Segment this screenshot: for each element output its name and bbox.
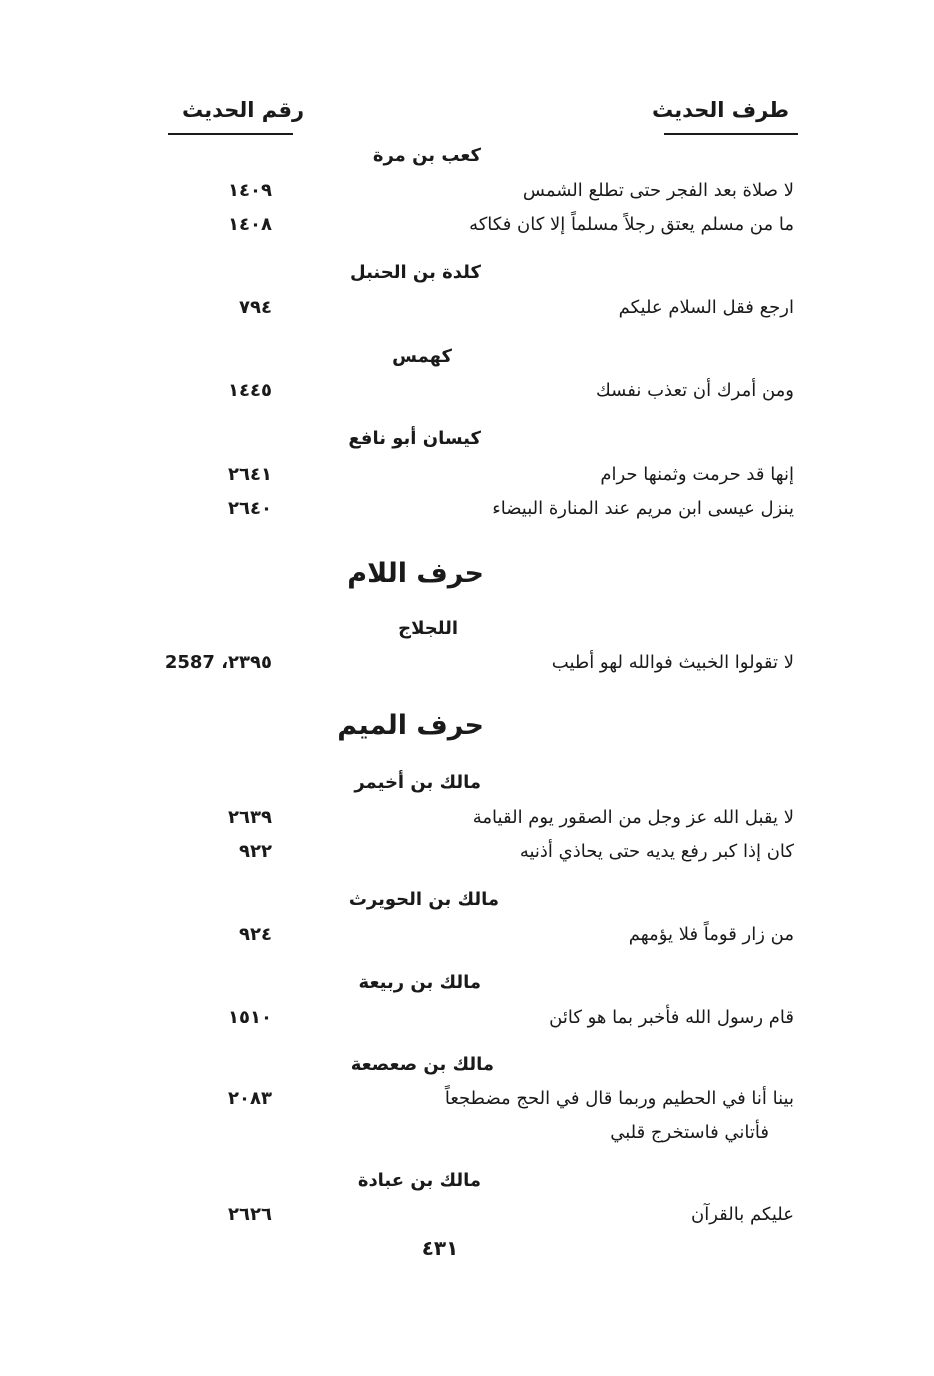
hadith-number: ١٤٠٩ bbox=[228, 180, 272, 201]
hadith-number: ٢٠٨٣ bbox=[228, 1088, 272, 1109]
narrator-heading: مالك بن صعصعة bbox=[350, 1054, 494, 1075]
hadith-text: ومن أمرك أن تعذب نفسك bbox=[596, 380, 794, 401]
hadith-number: ٢٦٣٩ bbox=[228, 807, 272, 828]
hadith-text: لا صلاة بعد الفجر حتى تطلع الشمس bbox=[522, 180, 794, 201]
header-underline-left bbox=[168, 133, 293, 135]
hadith-text-continuation: فأتاني فاستخرج قلبي bbox=[610, 1122, 769, 1143]
hadith-text: لا يقبل الله عز وجل من الصقور يوم القيامة bbox=[472, 807, 794, 828]
hadith-number: ١٤٠٨ bbox=[228, 214, 272, 235]
page-number: ٤٣١ bbox=[421, 1236, 459, 1260]
hadith-number: ٢٣٩٥، 2587 bbox=[164, 652, 272, 673]
hadith-text: ما من مسلم يعتق رجلاً مسلماً إلا كان فكاكه bbox=[469, 214, 794, 235]
narrator-heading: مالك بن عبادة bbox=[357, 1170, 481, 1191]
hadith-number: ١٥١٠ bbox=[228, 1007, 272, 1028]
narrator-heading: كلدة بن الحنبل bbox=[350, 262, 481, 283]
hadith-number: ٩٢٢ bbox=[239, 841, 272, 862]
narrator-heading: مالك بن ربيعة bbox=[358, 972, 481, 993]
hadith-number: ٢٦٢٦ bbox=[228, 1204, 272, 1225]
narrator-heading: كهمس bbox=[392, 346, 452, 367]
column-header-hadith-text: طرف الحديث bbox=[651, 98, 789, 122]
hadith-text: عليكم بالقرآن bbox=[690, 1204, 794, 1225]
section-heading: حرف اللام bbox=[347, 558, 484, 589]
narrator-heading: مالك بن أخيمر bbox=[354, 772, 481, 793]
hadith-number: ١٤٤٥ bbox=[228, 380, 272, 401]
hadith-number: ٩٢٤ bbox=[239, 924, 272, 945]
narrator-heading: كيسان أبو نافع bbox=[348, 428, 481, 449]
hadith-text: من زار قوماً فلا يؤمهم bbox=[628, 924, 794, 945]
hadith-text: ارجع فقل السلام عليكم bbox=[618, 297, 794, 318]
hadith-text: إنها قد حرمت وثمنها حرام bbox=[600, 464, 794, 485]
hadith-number: ٧٩٤ bbox=[239, 297, 272, 318]
header-underline-right bbox=[664, 133, 798, 135]
narrator-heading: كعب بن مرة bbox=[372, 145, 481, 166]
hadith-text: ينزل عيسى ابن مريم عند المنارة البيضاء bbox=[492, 498, 794, 519]
narrator-heading: اللجلاج bbox=[398, 618, 458, 639]
section-heading: حرف الميم bbox=[337, 710, 484, 741]
column-header-hadith-number: رقم الحديث bbox=[182, 98, 305, 122]
hadith-number: ٢٦٤٠ bbox=[228, 498, 272, 519]
hadith-number: ٢٦٤١ bbox=[228, 464, 272, 485]
hadith-text: قام رسول الله فأخبر بما هو كائن bbox=[549, 1007, 794, 1028]
hadith-text: لا تقولوا الخبيث فوالله لهو أطيب bbox=[551, 652, 794, 673]
hadith-text: بينا أنا في الحطيم وربما قال في الحج مضطجعاً bbox=[444, 1088, 794, 1109]
hadith-text: كان إذا كبر رفع يديه حتى يحاذي أذنيه bbox=[519, 841, 794, 862]
narrator-heading: مالك بن الحويرث bbox=[348, 889, 499, 910]
